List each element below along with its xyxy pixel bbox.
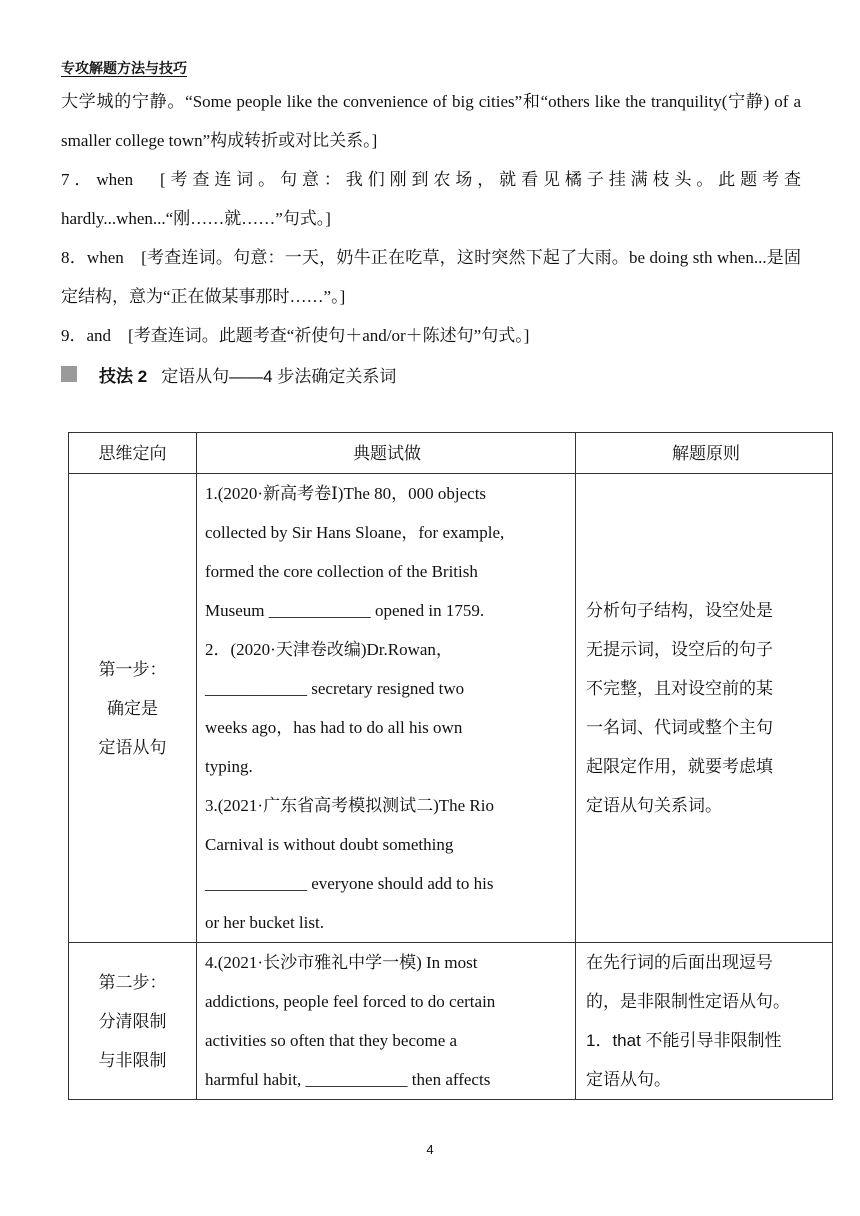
header-examples: 典题试做 [197, 433, 576, 474]
principle-cell [576, 474, 833, 943]
principle-line: 起限定作用，就要考虑填 [586, 757, 773, 776]
examples-cell [197, 474, 576, 943]
example-line: collected by Sir Hans Sloane，for example, [205, 523, 505, 542]
step-line: 与非限制 [98, 1050, 167, 1070]
paragraph-answer-9: 9．and [考查连词。此题考查“祈使句＋and/or＋陈述句”句式。] [61, 326, 530, 345]
principle-cell [576, 943, 833, 1100]
header-principle: 解题原则 [576, 433, 833, 474]
section-square-icon [61, 366, 77, 382]
table-row [69, 474, 833, 943]
header-thinking: 思维定向 [69, 433, 197, 474]
example-line: ____________ everyone should add to his [205, 874, 494, 893]
examples-cell [197, 943, 576, 1100]
example-line: addictions, people feel forced to do certain [205, 992, 496, 1011]
section-subtitle: 定语从句——4 步法确定关系词 [161, 366, 397, 386]
section-title: 技法 2 [99, 366, 148, 386]
example-line: 3.(2021·广东省高考模拟测试二)The Rio [205, 796, 494, 815]
example-line: typing. [205, 757, 253, 776]
example-line: 2．(2020·天津卷改编)Dr.Rowan， [205, 640, 453, 659]
step-cell [69, 943, 197, 1100]
example-line: or her bucket list. [205, 913, 324, 932]
section-heading [61, 360, 396, 388]
principle-line: 1．that 不能引导非限制性 [586, 1031, 782, 1050]
paragraph-answer-7: 7．when [考查连词。句意：我们刚到农场，就看见橘子挂满枝头。此题考查hardly...when...“刚……就……”句式。] [61, 170, 801, 228]
example-line: Carnival is without doubt something [205, 835, 454, 854]
page-number: 4 [426, 1142, 434, 1157]
example-line: harmful habit, ____________ then affects [205, 1070, 491, 1089]
paragraph-answer-8: 8．when [考查连词。句意：一天，奶牛正在吃草，这时突然下起了大雨。be doing sth when...是固定结构，意为“正在做某事那时……”。] [61, 248, 801, 306]
example-line: 4.(2021·长沙市雅礼中学一模) In most [205, 953, 478, 972]
example-line: 1.(2020·新高考卷Ⅰ)The 80，000 objects [205, 484, 487, 503]
step-line: 分清限制 [98, 1011, 167, 1031]
principle-line: 分析句子结构，设空处是 [586, 601, 773, 620]
principle-line: 无提示词，设空后的句子 [586, 640, 773, 659]
example-line: weeks ago，has had to do all his own [205, 718, 463, 737]
principle-line: 的，是非限制性定语从句。 [586, 992, 790, 1011]
principle-line: 定语从句。 [586, 1070, 671, 1089]
method-table [68, 432, 833, 1100]
paragraph-continuation: 大学城的宁静。“Some people like the convenience of big cities”和“others like the tranquility(宁静) of a smaller college town”构成转折或对比关系。] [61, 92, 801, 150]
step-line: 确定是 [107, 698, 158, 718]
table-header-row [69, 433, 833, 474]
example-line: formed the core collection of the British [205, 562, 478, 581]
principle-line: 不完整，且对设空前的某 [586, 679, 773, 698]
principle-line: 一名词、代词或整个主句 [586, 718, 773, 737]
example-line: activities so often that they become a [205, 1031, 458, 1050]
example-line: Museum ____________ opened in 1759. [205, 601, 485, 620]
step-line: 定语从句 [98, 737, 167, 757]
page-header: 专攻解题方法与技巧 [61, 60, 187, 76]
answer-explanations [61, 82, 801, 355]
principle-line: 定语从句关系词。 [586, 796, 722, 815]
principle-line: 在先行词的后面出现逗号 [586, 953, 773, 972]
step-line: 第一步： [98, 659, 167, 679]
step-line: 第二步： [98, 972, 167, 992]
example-line: ____________ secretary resigned two [205, 679, 465, 698]
table-row [69, 943, 833, 1100]
step-cell [69, 474, 197, 943]
